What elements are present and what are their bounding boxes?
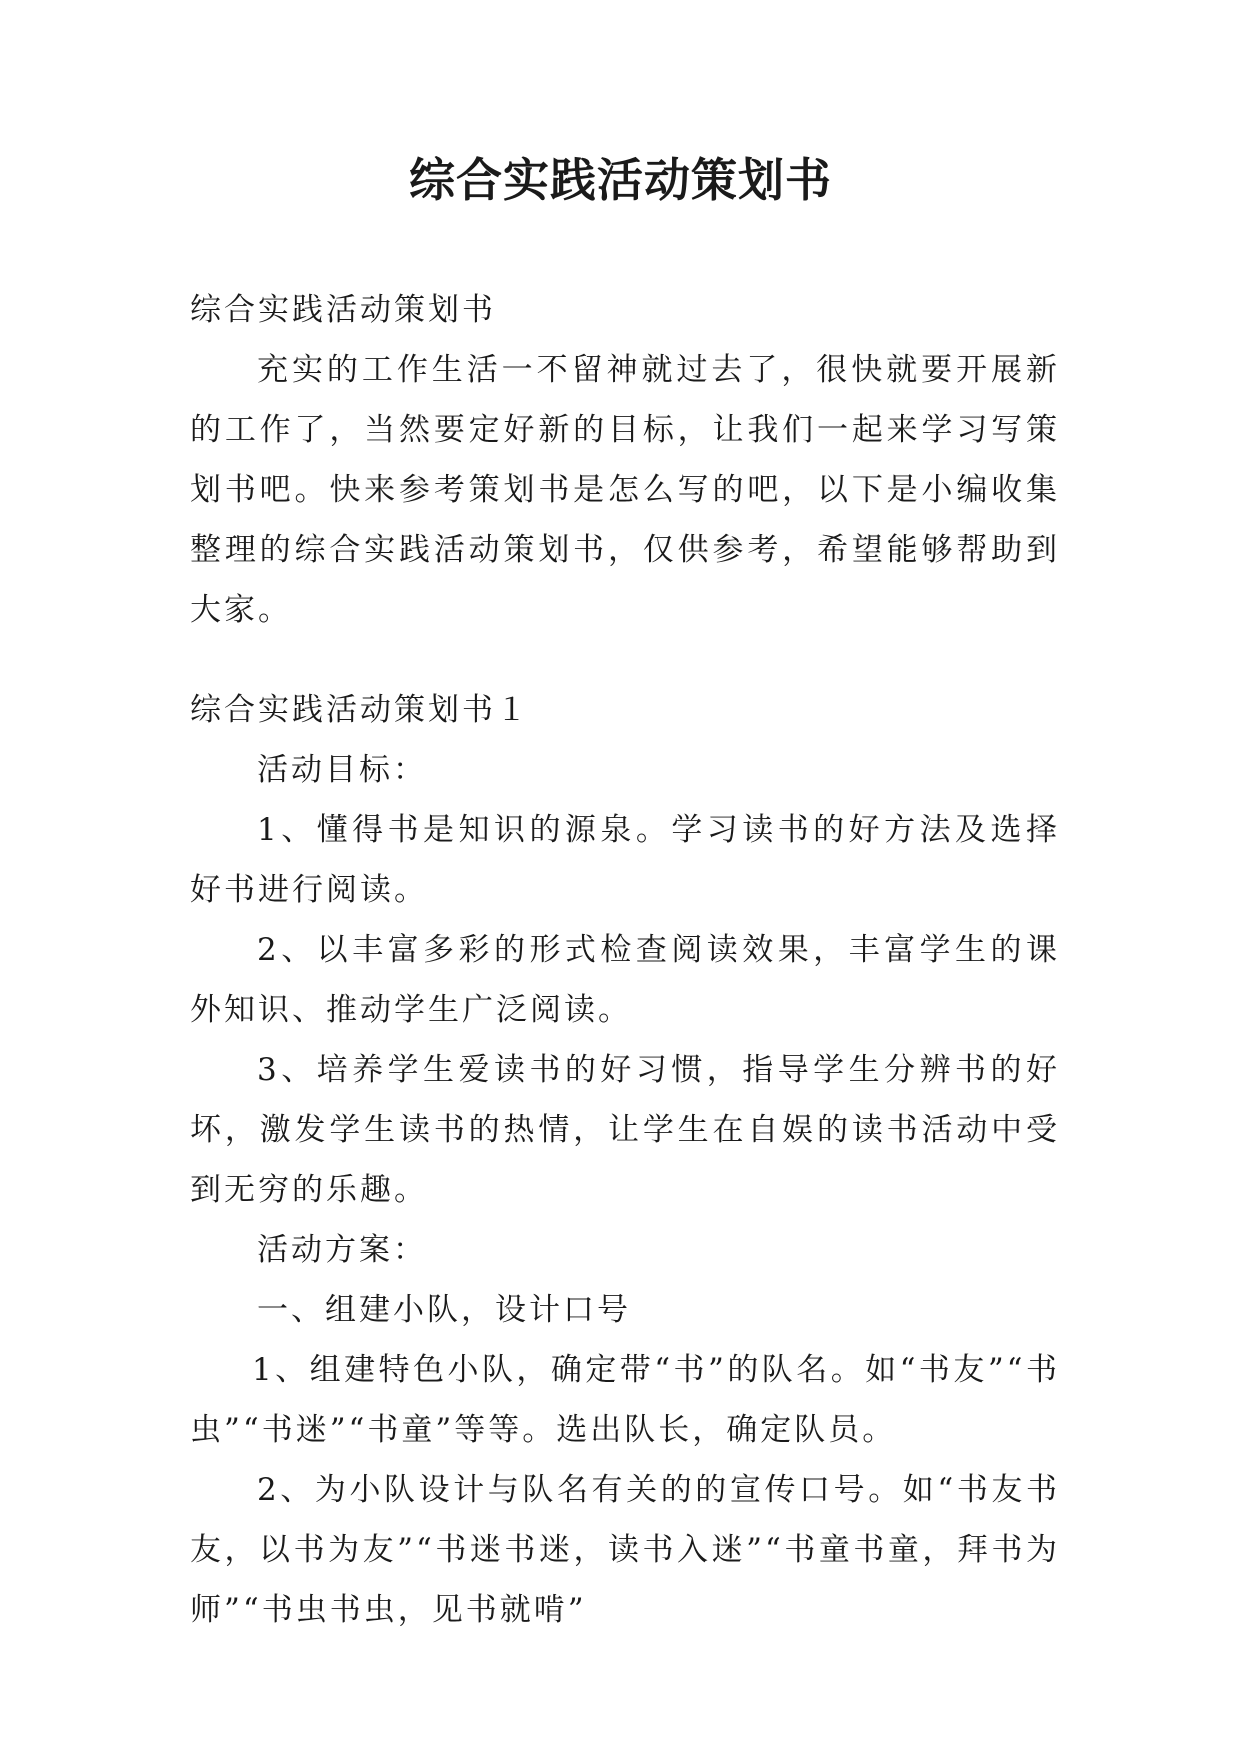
paragraph-goals-label: 活动目标： [257,752,427,788]
paragraph-goal-1: 1、懂得书是知识的源泉。学习读书的好方法及选择好书进行阅读。 [190,812,1060,908]
document-body [190,280,1060,1640]
paragraph-plan-item-2: 2、为小队设计与队名有关的的宣传口号。如“书友书友，以书为友”“书迷书迷，读书入迷”“书童书童，拜书为师”“书虫书虫，见书就啃” [190,1472,1060,1628]
paragraph-plan-step-1: 一、组建小队，设计口号 [257,1292,631,1328]
document-title: 综合实践活动策划书 [409,153,832,207]
paragraph-plan-item-1: 1、组建特色小队，确定带“书”的队名。如“书友”“书虫”“书迷”“书童”等等。选出队长，确定队员。 [190,1352,1060,1448]
intro-paragraph: 充实的工作生活一不留神就过去了，很快就要开展新的工作了，当然要定好新的目标，让我们一起来学习写策划书吧。快来参考策划书是怎么写的吧，以下是小编收集整理的综合实践活动策划书，仅供参考，希望能够帮助到大家。 [190,352,1060,628]
section-heading: 综合实践活动策划书１ [190,692,530,728]
section-gap [190,640,1060,680]
paragraph-goal-3: 3、培养学生爱读书的好习惯，指导学生分辨书的好坏，激发学生读书的热情，让学生在自娱的读书活动中受到无穷的乐趣。 [190,1052,1060,1208]
paragraph-goal-2: 2、以丰富多彩的形式检查阅读效果，丰富学生的课外知识、推动学生广泛阅读。 [190,932,1060,1028]
paragraph-plan-label: 活动方案： [257,1232,427,1268]
document-subtitle: 综合实践活动策划书 [190,292,496,328]
